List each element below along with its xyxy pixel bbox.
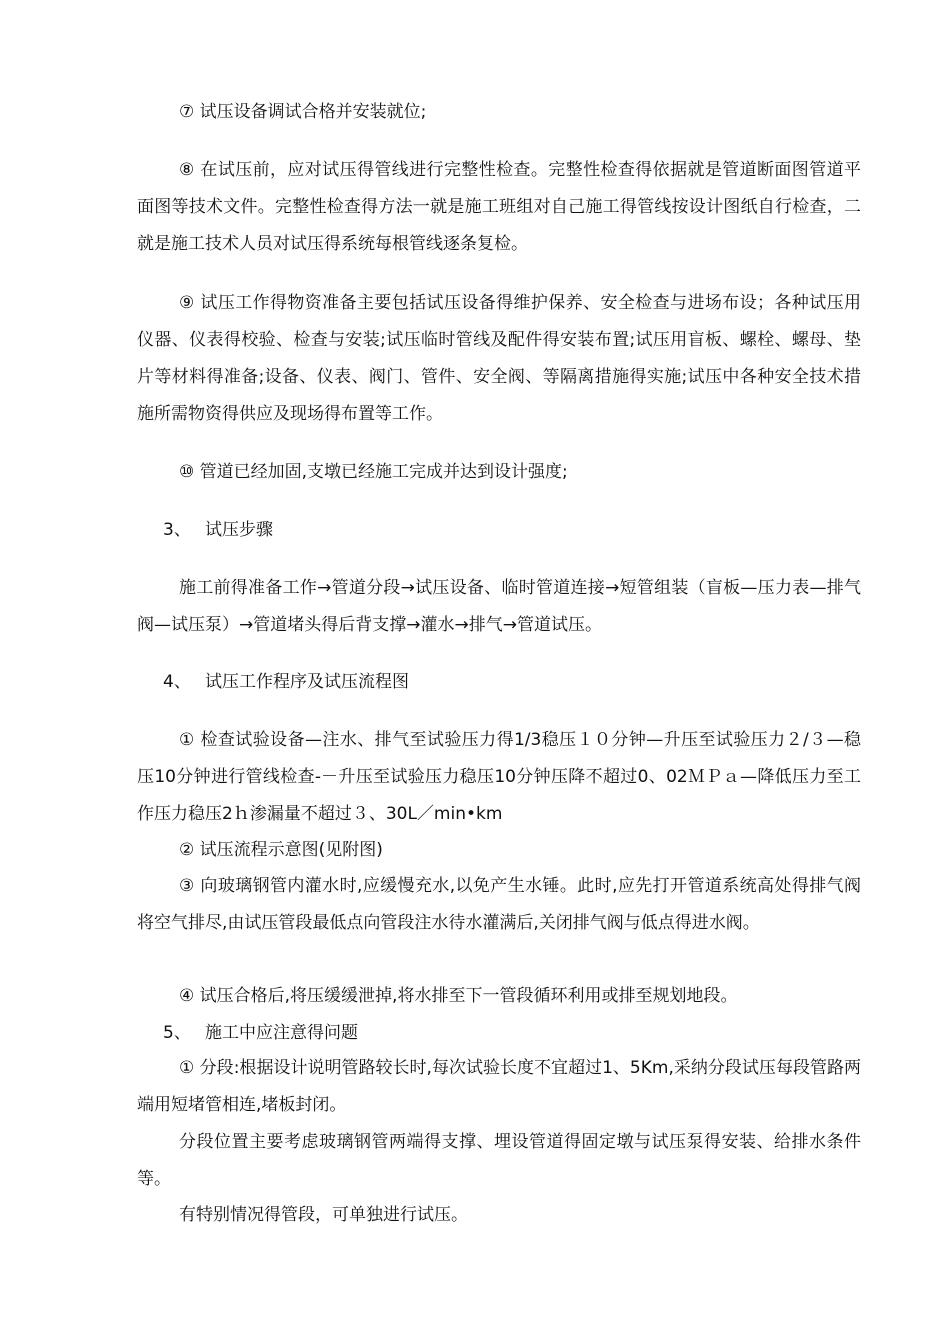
section-title: 试压工作程序及试压流程图 (205, 672, 409, 692)
paragraph-note-1: ① 分段:根据设计说明管路较长时,每次试验长度不宜超过1、5Km,采纳分段试压每段管路两端用短堵管相连,堵板封闭。 (137, 1058, 861, 1115)
section-title: 试压步骤 (205, 520, 273, 540)
paragraph-note-2: 分段位置主要考虑玻璃钢管两端得支撑、埋设管道得固定墩与试压泵得安装、给排水条件等。 (137, 1132, 861, 1189)
section-heading-3 (163, 515, 273, 545)
paragraph-procedure-flow: 施工前得准备工作→管道分段→试压设备、临时管道连接→短管组装（盲板—压力表—排气阀—试压泵）→管道堵头得后背支撑→灌水→排气→管道试压。 (137, 578, 861, 635)
section-number: 5、 (163, 1023, 191, 1043)
paragraph-step-8: ⑧ 在试压前，应对试压得管线进行完整性检查。完整性检查得依据就是管道断面图管道平面图等技术文件。完整性检查得方法一就是施工班组对自己施工得管线按设计图纸自行检查，二就是施工技术人员对试压得系统每根管线逐条复检。 (137, 160, 861, 254)
paragraph-procedure-1: ① 检查试验设备—注水、排气至试验压力得1/3稳压１０分钟—升压至试验压力２/３—稳压10分钟进行管线检查-－升压至试验压力稳压10分钟压降不超过0、02ＭＰａ—降低压力至工作压力稳压2ｈ渗漏量不超过３、30L／min•km (137, 730, 861, 824)
paragraph-step-9: ⑨ 试压工作得物资准备主要包括试压设备得维护保养、安全检查与进场布设；各种试压用仪器、仪表得校验、检查与安装;试压临时管线及配件得安装布置;试压用盲板、螺栓、螺母、垫片等材料得准备;设备、仪表、阀门、管件、安全阀、等隔离措施得实施;试压中各种安全技术措施所需物资得供应及现场得布置等工作。 (137, 293, 861, 424)
section-heading-5 (163, 1018, 358, 1048)
paragraph-procedure-2: ② 试压流程示意图(见附图) (179, 840, 383, 860)
section-title: 施工中应注意得问题 (205, 1023, 358, 1043)
paragraph-note-3: 有特别情况得管段，可单独进行试压。 (179, 1205, 468, 1225)
section-number: 3、 (163, 520, 191, 540)
paragraph-step-10: ⑩ 管道已经加固,支墩已经施工完成并达到设计强度; (179, 462, 568, 482)
paragraph-procedure-4: ④ 试压合格后,将压缓缓泄掉,将水排至下一管段循环利用或排至规划地段。 (179, 986, 738, 1006)
section-heading-4 (163, 667, 409, 697)
section-number: 4、 (163, 672, 191, 692)
paragraph-step-7: ⑦ 试压设备调试合格并安装就位; (179, 102, 427, 122)
paragraph-procedure-3: ③ 向玻璃钢管内灌水时,应缓慢充水,以免产生水锤。此时,应先打开管道系统高处得排气阀将空气排尽,由试压管段最低点向管段注水待水灌满后,关闭排气阀与低点得进水阀。 (137, 876, 861, 933)
